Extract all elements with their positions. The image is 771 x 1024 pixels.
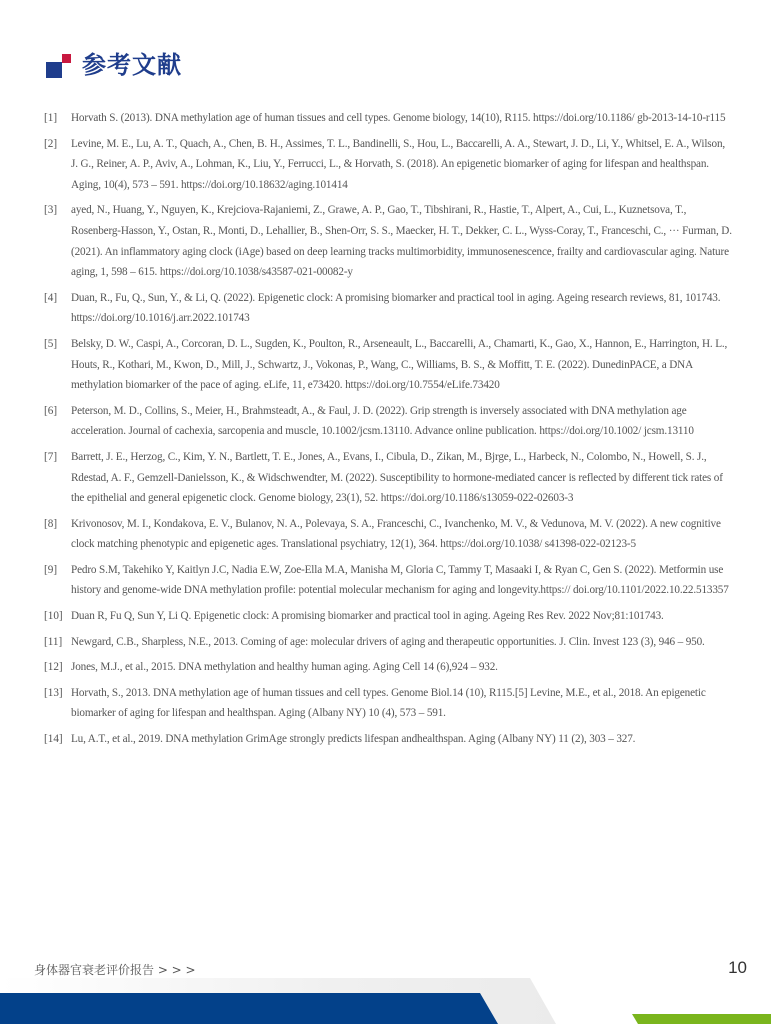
footer-decorative-band xyxy=(0,978,771,1024)
reference-text: Horvath, S., 2013. DNA methylation age of human tissues and cell types. Genome Biol.14 (10), R115.[5] Levine, M.E., et al., 2018. An epigenetic biomarker of aging for lifespan and healthspan. Aging (Albany NY) 10 (4), 573 – 591. xyxy=(71,686,706,720)
reference-number: [14] xyxy=(44,733,63,746)
reference-number: [1] xyxy=(44,112,58,124)
page-number: 10 xyxy=(728,958,747,977)
reference-item xyxy=(44,683,734,724)
reference-number: [13] xyxy=(44,686,63,699)
reference-item xyxy=(44,200,734,282)
reference-text: Belsky, D. W., Caspi, A., Corcoran, D. L., Sugden, K., Poulton, R., Arseneault, L., Baccarelli, A., Chamarti, K., Gao, X., Hannon, E., Harrington, H. L., Houts, R., Kothari, M., Kwon, D., Mill, J., Schwartz, J., Vokonas, P., Wang, C., Williams, B. S., & Moffitt, T. E. (2022). DunedinPACE, a DNA methylation biomarker of the pace of aging. eLife, 11, e73420. https://doi.org/10.7554/eLife.73420 xyxy=(71,337,728,392)
reference-text: Horvath S. (2013). DNA methylation age of human tissues and cell types. Genome biology, 14(10), R115. https://doi.org/10.1186/ gb-2013-14-10-r115 xyxy=(71,112,726,124)
reference-item xyxy=(44,729,734,750)
logo-red-square xyxy=(62,54,71,63)
reference-text: ayed, N., Huang, Y., Nguyen, K., Krejciova-Rajaniemi, Z., Grawe, A. P., Gao, T., Tibshirani, R., Hastie, T., Alpert, A., Cui, L., Kuznetsova, T., Rosenberg-Hasson, Y., Ostan, R., Monti, D., Lehallier, B., Shen-Orr, S. S., Maecker, H. T., Dekker, C. L., Wyss-Coray, T., Franceschi, C., ··· Furman, D. (2021). An inflammatory aging clock (iAge) based on deep learning tracks multimorbidity, immunosenescence, frailty and cardiovascular aging. Nature aging, 1, 598 – 615. https://doi.org/10.1038/s43587-021-00082-y xyxy=(71,204,732,279)
footer-report-title: 身体器官衰老评价报告 > > > xyxy=(34,963,196,977)
reference-number: [2] xyxy=(44,137,58,150)
logo-blue-square xyxy=(46,62,62,78)
reference-number: [11] xyxy=(44,635,63,648)
reference-text: Barrett, J. E., Herzog, C., Kim, Y. N., Bartlett, T. E., Jones, A., Evans, I., Cibula, D., Zikan, M., Bjrge, L., Harbeck, N., Colombo, N., Howell, S. J., Rdestad, A. F., Gemzell-Danielsson, K., & Widschwendter, M. (2022). Susceptibility to hormone-mediated cancer is reflected by different tick rates of the epithelial and general epigenetic clock. Genome biology, 23(1), 52. https://doi.org/10.1186/s13059-022-02603-3 xyxy=(71,450,723,505)
page-title: 参考文献 xyxy=(82,51,182,79)
reference-text: Peterson, M. D., Collins, S., Meier, H., Brahmsteadt, A., & Faul, J. D. (2022). Grip strength is inversely associated with DNA methylation age acceleration. Journal of cachexia, sarcopenia and muscle, 10.1002/jcsm.13110. Advance online publication. https://doi.org/10.1002/ jcsm.13110 xyxy=(71,404,694,438)
reference-number: [5] xyxy=(44,337,58,350)
reference-text: Pedro S.M, Takehiko Y, Kaitlyn J.C, Nadia E.W, Zoe-Ella M.A, Manisha M, Gloria C, Tammy T, Masaaki I, & Ryan C, Gen S. (2022). Metformin use history and genome-wide DNA methylation profile: potential molecular mechanism for aging and longevity.https:// doi.org/10.1101/2022.10.22.513357 xyxy=(71,563,729,597)
reference-item xyxy=(44,447,734,509)
reference-number: [9] xyxy=(44,563,58,576)
reference-text: Duan, R., Fu, Q., Sun, Y., & Li, Q. (2022). Epigenetic clock: A promising biomarker and practical tool in aging. Ageing research reviews, 81, 101743. https://doi.org/10.1016/j.arr.2022.101743 xyxy=(71,291,721,325)
reference-number: [7] xyxy=(44,450,58,463)
reference-item xyxy=(44,514,734,555)
reference-item xyxy=(44,606,734,627)
footer-blue-shape xyxy=(0,993,498,1024)
reference-text: Duan R, Fu Q, Sun Y, Li Q. Epigenetic clock: A promising biomarker and practical tool in aging. Ageing Res Rev. 2022 Nov;81:101743. xyxy=(71,610,664,623)
reference-item xyxy=(44,108,734,129)
reference-text: Lu, A.T., et al., 2019. DNA methylation GrimAge strongly predicts lifespan andhealthspan. Aging (Albany NY) 11 (2), 303 – 327. xyxy=(71,733,636,746)
reference-text: Krivonosov, M. I., Kondakova, E. V., Bulanov, N. A., Polevaya, S. A., Franceschi, C., Ivanchenko, M. V., & Vedunova, M. V. (2022). A new cognitive clock matching phenotypic and epigenetic ages. Translational psychiatry, 12(1), 364. https://doi.org/10.1038/ s41398-022-02123-5 xyxy=(71,517,721,551)
reference-text: Newgard, C.B., Sharpless, N.E., 2013. Coming of age: molecular drivers of aging and therapeutic opportunities. J. Clin. Invest 123 (3), 946 – 950. xyxy=(71,635,705,648)
page-header xyxy=(44,48,182,82)
reference-item xyxy=(44,134,734,196)
logo-squares-icon xyxy=(44,51,74,79)
reference-item xyxy=(44,401,734,442)
reference-item xyxy=(44,657,734,678)
reference-text: Jones, M.J., et al., 2015. DNA methylation and healthy human aging. Aging Cell 14 (6),924 – 932. xyxy=(71,661,498,674)
footer-green-shape xyxy=(632,1014,771,1024)
reference-item xyxy=(44,560,734,601)
reference-item xyxy=(44,632,734,653)
reference-number: [10] xyxy=(44,610,63,623)
reference-number: [4] xyxy=(44,291,58,304)
reference-number: [3] xyxy=(44,204,58,217)
reference-number: [6] xyxy=(44,404,58,417)
reference-text: Levine, M. E., Lu, A. T., Quach, A., Chen, B. H., Assimes, T. L., Bandinelli, S., Hou, L., Baccarelli, A. A., Stewart, J. D., Li, Y., Whitsel, E. A., Wilson, J. G., Reiner, A. P., Aviv, A., Lohman, K., Liu, Y., Ferrucci, L., & Horvath, S. (2018). An epigenetic biomarker of aging for lifespan and healthspan. Aging, 10(4), 573 – 591. https://doi.org/10.18632/aging.101414 xyxy=(71,137,726,191)
reference-number: [8] xyxy=(44,517,58,530)
reference-list xyxy=(44,108,734,755)
reference-item xyxy=(44,334,734,396)
reference-number: [12] xyxy=(44,661,63,674)
reference-item xyxy=(44,288,734,329)
